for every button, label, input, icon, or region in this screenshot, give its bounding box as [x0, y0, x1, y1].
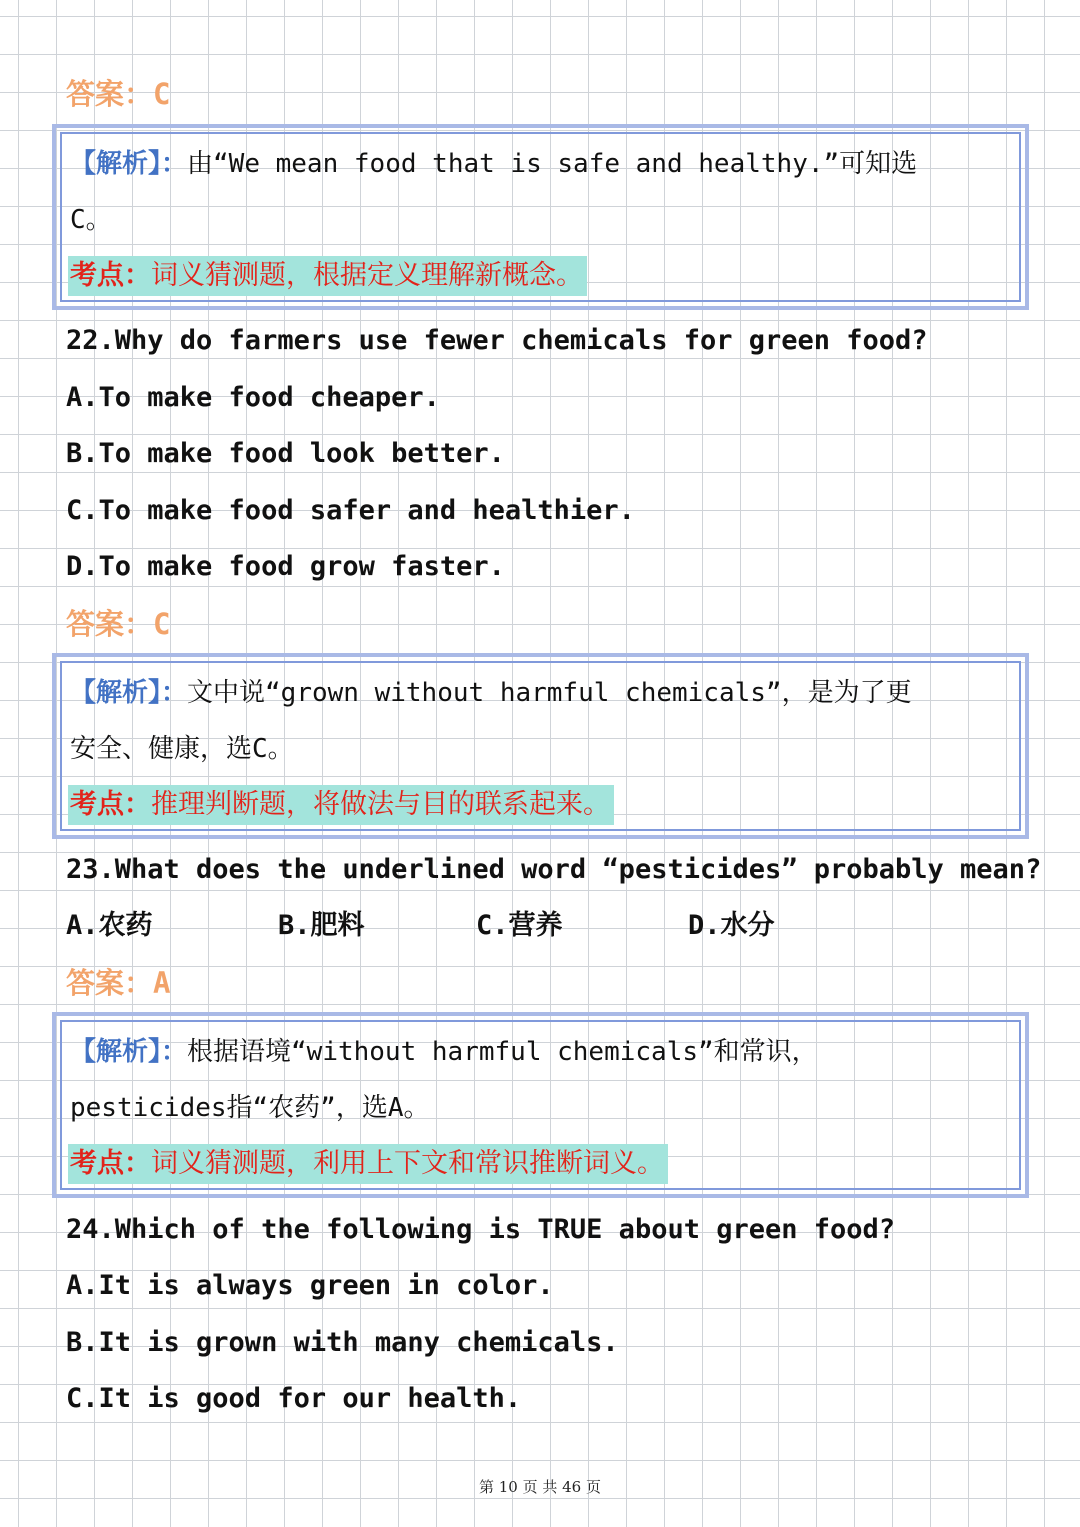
- option-a: A.农药: [66, 910, 153, 941]
- question-22: 22.Why do farmers use fewer chemicals for green food?: [66, 325, 928, 356]
- option-a: A.It is always green in color.: [66, 1270, 554, 1301]
- explanation-line: 安全、健康，选C。: [70, 734, 294, 764]
- answer-label: 答案：C: [66, 77, 171, 111]
- key-point-text: 推理判断题，将做法与目的联系起来。: [151, 789, 610, 820]
- explanation-line: C。: [70, 205, 112, 235]
- option-b: B.It is grown with many chemicals.: [66, 1327, 619, 1358]
- explanation-tag: 【解析】：: [70, 149, 188, 179]
- explanation-line: pesticides指“农药”，选A。: [70, 1093, 430, 1123]
- key-point: [68, 256, 587, 296]
- answer-label: 答案：A: [66, 966, 171, 1000]
- key-point-label: 考点：: [70, 260, 151, 291]
- option-d: D.To make food grow faster.: [66, 551, 505, 582]
- explanation-line: [70, 673, 1017, 713]
- explanation-tag: 【解析】：: [70, 678, 188, 708]
- explanation-box: [52, 124, 1029, 310]
- key-point: [68, 785, 614, 825]
- explanation-text: 根据语境“without harmful chemicals”和常识，: [187, 1037, 818, 1067]
- explanation-tag: 【解析】：: [70, 1037, 188, 1067]
- explanation-box: [52, 1012, 1029, 1198]
- explanation-text: 文中说“grown without harmful chemicals”，是为了更: [187, 678, 912, 708]
- option-a: A.To make food cheaper.: [66, 382, 440, 413]
- option-c: C.To make food safer and healthier.: [66, 495, 635, 526]
- key-point-text: 词义猜测题，根据定义理解新概念。: [151, 260, 583, 291]
- explanation-line: [70, 1032, 1017, 1072]
- key-point: [68, 1144, 668, 1184]
- explanation-box: [52, 653, 1029, 839]
- answer-label: 答案：C: [66, 607, 171, 641]
- option-c: C.营养: [476, 910, 563, 941]
- question-23: 23.What does the underlined word “pesticides” probably mean?: [66, 854, 1042, 885]
- key-point-label: 考点：: [70, 789, 151, 820]
- explanation-line: [70, 144, 1017, 184]
- key-point-label: 考点：: [70, 1148, 151, 1179]
- option-c: C.It is good for our health.: [66, 1383, 522, 1414]
- option-b: B.肥料: [278, 910, 365, 941]
- key-point-text: 词义猜测题，利用上下文和常识推断词义。: [151, 1148, 664, 1179]
- question-24: 24.Which of the following is TRUE about green food?: [66, 1214, 896, 1245]
- page-footer: 第 10 页 共 46 页: [478, 1478, 601, 1496]
- explanation-text: 由“We mean food that is safe and healthy.”可知选: [187, 149, 918, 179]
- option-d: D.水分: [688, 910, 775, 941]
- option-b: B.To make food look better.: [66, 438, 505, 469]
